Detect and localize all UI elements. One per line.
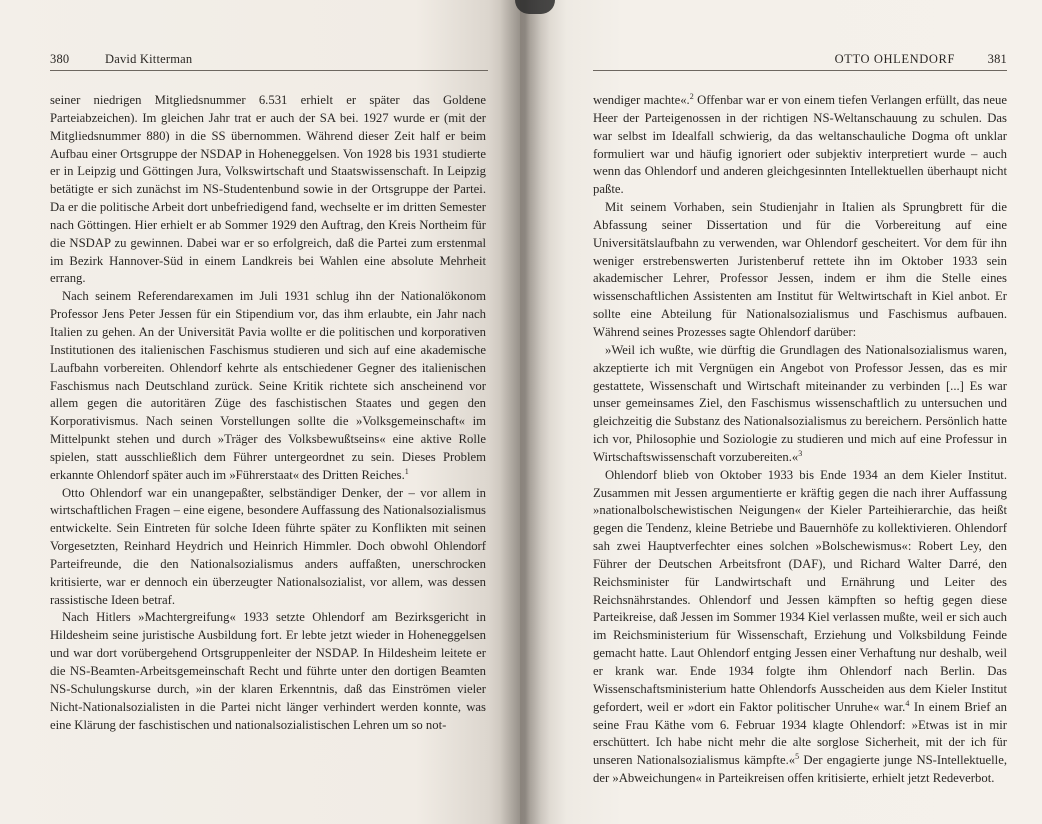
- right-quote-text: »Weil ich wußte, wie dürftig die Grundlagen des Nationalsozialismus waren, akzeptierte ich mit Vergnügen ein Angebot von Professor Jessen, das es mir gestattete, Wissenschaft und Wirtschaft miteinander zu verbinden [...] Es war unser gemeinsames Ziel, den Faschismus wissenschaftlich zu untersuchen und gleichzeitig die Substanz des Nationalsozialismus zu bereichern. Persönlich hatte ich vor, Philosophie und Soziologie zu studieren und mich auf eine Professur in Wirtschaftswissenschaft vorzubereiten.«: [593, 342, 1007, 464]
- footnote-mark-3: 3: [798, 448, 803, 458]
- footnote-mark-5-inline: 5: [795, 752, 800, 762]
- left-paragraph-4: Nach Hitlers »Machtergreifung« 1933 setzte Ohlendorf am Bezirksgericht in Hildesheim seine juristische Ausbildung fort. Er lebte jetzt wieder in Hoheneggelsen und war dort vorübergehend Ortsgruppenleiter der NSDAP. In Hildesheim leitete er die NS-Beamten-Arbeitsgemeinschaft Recht und führte unter den dortigen Beamten NS-Schulungskurse durch, »in der klaren Erkenntnis, daß das Einströmen vieler Nicht-Nationalsozialisten in die Partei nicht länger verhindert werden konnte, was eine Klärung der faschistischen und nationalsozialistischen Lehren um so not-: [50, 610, 486, 732]
- right-paragraph-4: Ohlendorf blieb von Oktober 1933 bis Ende 1934 an dem Kieler Institut. Zusammen mit Jessen argumentierte er kräftig gegen die nach ihrer Auffassung »nationalbolschewistischen Neigungen« der Kieler Parteihierarchie, das heißt gegen die Tendenz, kleine Betriebe und Bauernhöfe zu kollektivieren. Ohlendorf sah zwei Hauptverfechter eines solchen »Bolschewismus«: Robert Ley, den Führer der Deutschen Arbeitsfront (DAF), und Richard Walter Darré, den Reichsminister für Landwirtschaft und Ernährung und Leiter des Reichsnährstandes. Ohlendorf und Jessen kämpften so heftig gegen diese Parteikreise, daß Jessen im Sommer 1934 Kiel verlassen mußte, weil er sich auch im Reichsministerium für Wissenschaft, Erziehung und Volksbildung Feinde gemacht hatte. Laut Ohlendorf entging Jessen einer Verhaftung nur deshalb, weil er krank war. Ende 1934 folgte ihm Ohlendorf nach Berlin. Das Wissenschaftsministerium hatte Ohlendorfs Ausscheiden aus dem Kieler Institut gefordert, weil er »dort ein Faktor politischer Unruhe« war.$^4$ In einem Brief an seine Frau Käthe vom 6. Februar 1934 klagte Ohlendorf: »Etwas ist in mir erschüttert. Ich habe nicht mehr die alte sorglose Sicherheit, mit der ich für unseren Nationalsozialismus kämpfte.«$^5$ Der engagierte junge NS-Intellektuelle, der »Abweichungen« in Parteikreisen offen kritisierte, erhielt jetzt Redeverbot.: [593, 467, 1007, 786]
- footnote-mark-2-inline: 2: [689, 92, 694, 101]
- left-running-head: David Kitterman: [105, 52, 193, 66]
- right-paragraph-2: Mit seinem Vorhaben, sein Studienjahr in Italien als Sprungbrett für die Abfassung seiner Dissertation und für die Vorbereitung auf eine Universitätslaufbahn zu verwenden, war Ohlendorf gescheitert. Vor dem für ihn weniger erstrebenswerten Juristenberuf rettete ihn im Oktober 1933 sein akademischer Lehrer, Professor Jessen, indem er ihm die Stelle eines wissenschaftlichen Assistenten am Institut für Weltwirtschaft in Kiel anbot. Er sollte eine Abteilung für Nationalsozialismus und Faschismus aufbauen. Während seines Prozesses sagte Ohlendorf darüber:: [593, 200, 1007, 339]
- left-paragraph-2: [50, 288, 486, 484]
- right-paragraph-1: wendiger machte«.$^2$ Offenbar war er von einem tiefen Verlangen erfüllt, das neue Heer der Parteigenossen in der richtigen NS-Weltanschauung zu schulen. Das war selbst im Idealfall schwierig, da das weltanschauliche Dogma oft unklar formuliert war und häufig ignoriert oder subjektiv interpretiert wurde – auch wenn das Ohlendorf und anderen gleichgesinnten Intellektuellen überhaupt nicht paßte.: [593, 92, 1007, 197]
- left-page-header: [50, 52, 488, 70]
- footnote-mark-1: 1: [404, 466, 409, 476]
- right-page: [520, 0, 1042, 824]
- left-body-text: [50, 92, 486, 734]
- left-paragraph-3: Otto Ohlendorf war ein unangepaßter, selbständiger Denker, der – vor allem in wirtschaftlichen Fragen – eine eigene, besondere Auffassung des Nationalsozialismus entwickelte. Sein Eintreten für solche Ideen führte später zu Konflikten mit seinen Vorgesetzten, Reinhard Heydrich und Heinrich Himmler. Doch obwohl Ohlendorf Parteifreunde, die den Nationalsozialismus anders auffaßten, unerschrocken kritisierte, war er dennoch ein überzeugter Nationalsozialist, vor allem, was dessen rassistische Ideen betraf.: [50, 485, 486, 607]
- right-page-number: 381: [987, 52, 1007, 66]
- left-paragraph-2-text: Nach seinem Referendarexamen im Juli 1931 schlug ihn der Nationalökonom Professor Jens Peter Jessen für ein Stipendium vor, das ihm erlaubte, ein Jahr nach Italien zu gehen. An der Universität Pavia wollte er die politischen und korporativen Institutionen des italienischen Faschismus studieren und sich auf eine akademische Laufbahn vorbereiten. Ohlendorf kehrte als entschiedener Gegner des italienischen Faschismus nach Deutschland zurück. Seine Kritik richtete sich anscheinend vor allem gegen die autoritären Züge des faschistischen Staates und gegen den Korporativismus. Nach seinen Vorstellungen sollte die »Volksgemeinschaft« im Mittelpunkt stehen und durch »Träger des Volksbewußtseins« eine aktive Rolle spielen, statt ausschließlich dem Führer untergeordnet zu sein. Dieses Problem erkannte Ohlendorf später auch im »Führerstaat« des Dritten Reiches.: [50, 289, 486, 482]
- right-running-head: OTTO OHLENDORF: [834, 52, 955, 66]
- right-body-text: [593, 92, 1007, 788]
- right-page-header: [593, 52, 1007, 70]
- left-paragraph-1: seiner niedrigen Mitgliedsnummer 6.531 erhielt er später das Goldene Parteiabzeichen). Im gleichen Jahr trat er auch der SA bei. 1927 wurde er (mit der Mitgliedsnummer 880) in die SS übernommen. Während dieser Zeit half er beim Aufbau einer Ortsgruppe der NSDAP in Hoheneggelsen. Von 1928 bis 1931 studierte er in Leipzig und Göttingen Jura, Volkswirtschaft und Staatswissenschaft. In Leipzig betätigte er sich zunächst im NS-Studentenbund sowie in der Ortsgruppe der Partei. Da er die politische Arbeit dort unbefriedigend fand, wechselte er im dritten Semester nach Göttingen. Hier erhielt er ab Sommer 1929 den Auftrag, den Kreis Northeim für die NSDAP zu gewinnen. Dabei war er so erfolgreich, daß die Partei zum erstenmal im Bezirk Hannover-Süd in einem Landkreis bei Wahlen eine absolute Mehrheit errang.: [50, 93, 486, 286]
- right-quote-paragraph: [593, 342, 1007, 467]
- footnote-mark-4-inline: 4: [905, 698, 910, 708]
- right-header-rule: [593, 70, 1007, 71]
- left-page-number: 380: [50, 52, 70, 66]
- left-header-rule: [50, 70, 488, 71]
- left-page: [0, 0, 520, 824]
